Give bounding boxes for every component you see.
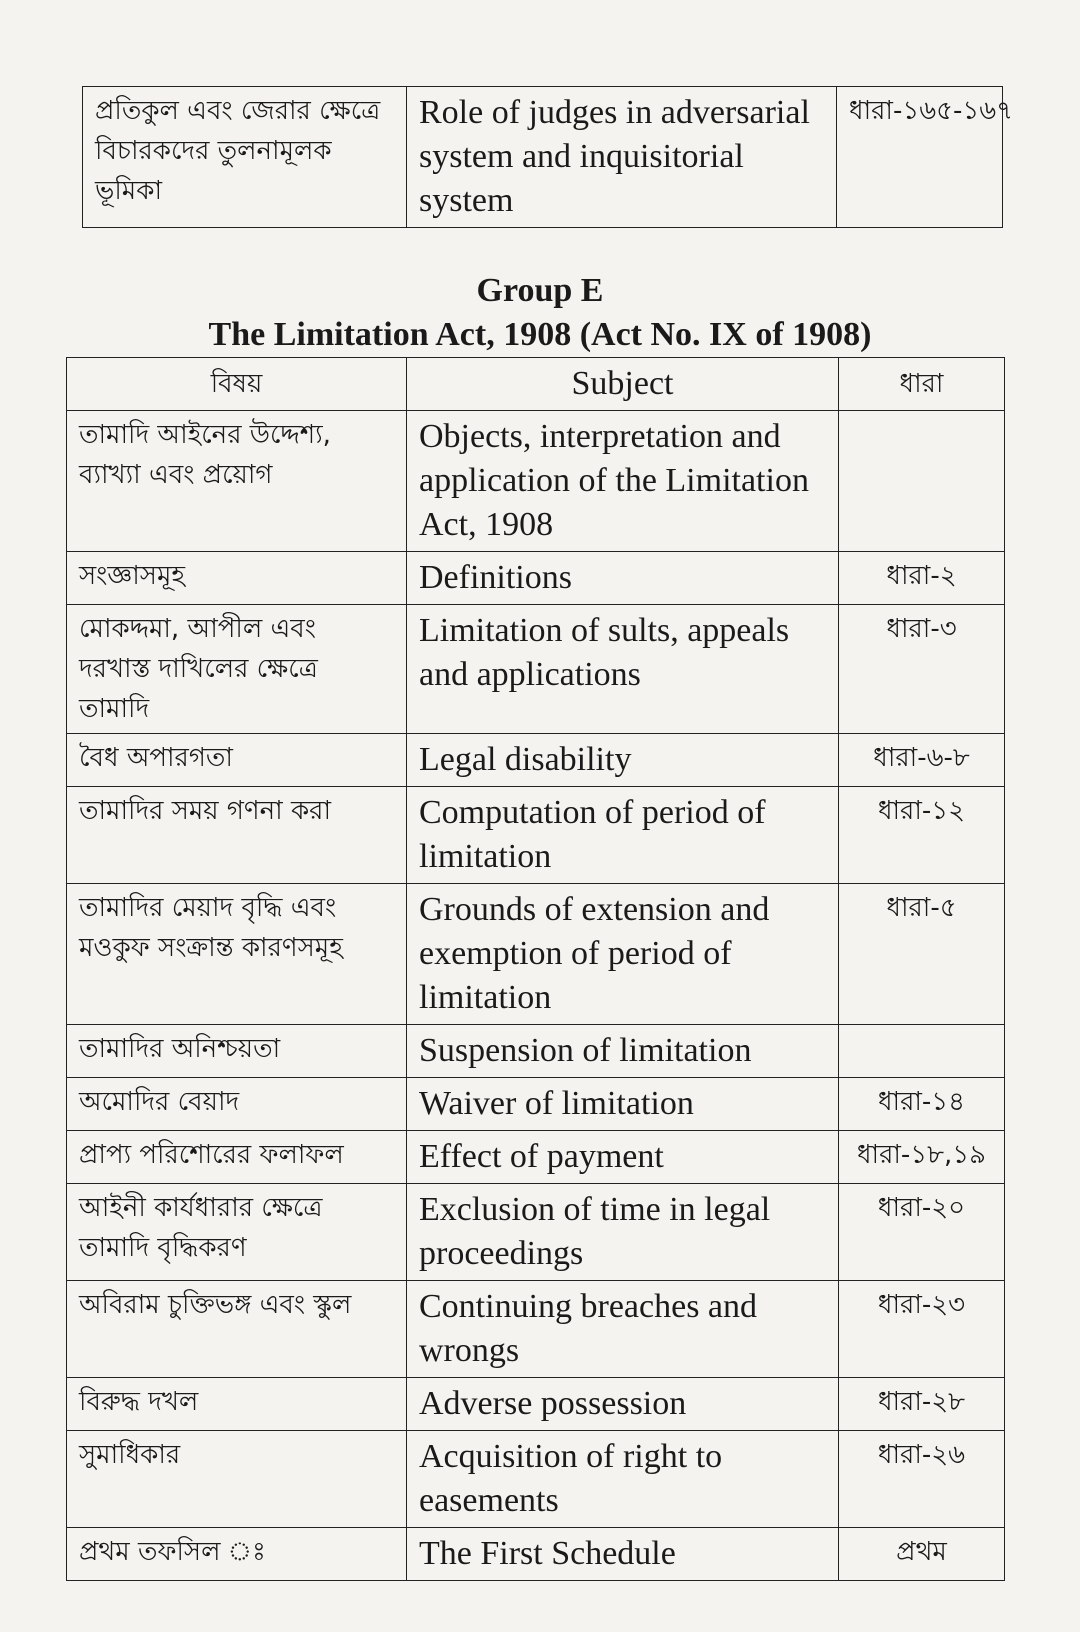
table-row bbox=[67, 1378, 1005, 1431]
english-cell: Role of judges in adversarial system and inquisitorial system bbox=[407, 87, 837, 228]
english-cell: The First Schedule bbox=[407, 1528, 839, 1581]
english-cell: Grounds of extension and exemption of period of limitation bbox=[407, 884, 839, 1025]
section-cell: ধারা-৩ bbox=[839, 605, 1005, 734]
table-row bbox=[67, 884, 1005, 1025]
section-cell: ধারা-২৬ bbox=[839, 1431, 1005, 1528]
top-table bbox=[82, 86, 1014, 228]
bengali-cell: সুমাধিকার bbox=[67, 1431, 407, 1528]
section-cell: ধারা-১২ bbox=[839, 787, 1005, 884]
section-cell: ধারা-১৬৫-১৬৭ bbox=[837, 87, 1003, 228]
bengali-cell: তামাদি আইনের উদ্দেশ্য, ব্যাখ্যা এবং প্রয়োগ bbox=[67, 411, 407, 552]
english-cell: Suspension of limitation bbox=[407, 1025, 839, 1078]
table-row bbox=[67, 1281, 1005, 1378]
bengali-cell: অমোদির বেয়াদ bbox=[67, 1078, 407, 1131]
bengali-cell: প্রতিকুল এবং জেরার ক্ষেত্রে বিচারকদের তুলনামূলক ভূমিকা bbox=[83, 87, 407, 228]
english-cell: Acquisition of right to easements bbox=[407, 1431, 839, 1528]
act-title: The Limitation Act, 1908 (Act No. IX of 1908) bbox=[208, 316, 872, 353]
bengali-cell: প্রথম তফসিল ঃ bbox=[67, 1528, 407, 1581]
bengali-cell: বিরুদ্ধ দখল bbox=[67, 1378, 407, 1431]
english-cell: Computation of period of limitation bbox=[407, 787, 839, 884]
english-cell: Exclusion of time in legal proceedings bbox=[407, 1184, 839, 1281]
section-cell: ধারা-২৮ bbox=[839, 1378, 1005, 1431]
limitation-act-table bbox=[66, 357, 1005, 1581]
section-cell bbox=[839, 411, 1005, 552]
header-section: ধারা bbox=[839, 358, 1005, 411]
table-row bbox=[67, 734, 1005, 787]
bengali-cell: বৈধ অপারগতা bbox=[67, 734, 407, 787]
bengali-cell: আইনী কার্যধারার ক্ষেত্রে তামাদি বৃদ্ধিকরণ bbox=[67, 1184, 407, 1281]
table-row bbox=[67, 1078, 1005, 1131]
section-cell: ধারা-৬-৮ bbox=[839, 734, 1005, 787]
section-cell: প্রথম bbox=[839, 1528, 1005, 1581]
table-row bbox=[83, 87, 1003, 228]
english-cell: Effect of payment bbox=[407, 1131, 839, 1184]
table-row bbox=[67, 1431, 1005, 1528]
english-cell: Waiver of limitation bbox=[407, 1078, 839, 1131]
table-row bbox=[67, 552, 1005, 605]
english-cell: Adverse possession bbox=[407, 1378, 839, 1431]
section-cell: ধারা-২০ bbox=[839, 1184, 1005, 1281]
section-cell: ধারা-১৮,১৯ bbox=[839, 1131, 1005, 1184]
table-row bbox=[67, 1131, 1005, 1184]
english-cell: Continuing breaches and wrongs bbox=[407, 1281, 839, 1378]
section-cell: ধারা-২ bbox=[839, 552, 1005, 605]
bengali-cell: সংজ্ঞাসমূহ bbox=[67, 552, 407, 605]
bengali-cell: তামাদির মেয়াদ বৃদ্ধি এবং মওকুফ সংক্রান্ত কারণসমূহ bbox=[67, 884, 407, 1025]
table-row bbox=[67, 411, 1005, 552]
table-row bbox=[67, 1184, 1005, 1281]
table-row bbox=[67, 605, 1005, 734]
english-cell: Definitions bbox=[407, 552, 839, 605]
english-cell: Limitation of sults, appeals and applications bbox=[407, 605, 839, 734]
bengali-cell: তামাদির সময় গণনা করা bbox=[67, 787, 407, 884]
bengali-cell: অবিরাম চুক্তিভঙ্গ এবং স্কুল bbox=[67, 1281, 407, 1378]
header-bengali: বিষয় bbox=[67, 358, 407, 411]
bengali-cell: প্রাপ্য পরিশোরের ফলাফল bbox=[67, 1131, 407, 1184]
table-row bbox=[67, 1528, 1005, 1581]
english-cell: Objects, interpretation and application of the Limitation Act, 1908 bbox=[407, 411, 839, 552]
bengali-cell: তামাদির অনিশ্চয়তা bbox=[67, 1025, 407, 1078]
header-english: Subject bbox=[407, 358, 839, 411]
section-cell bbox=[839, 1025, 1005, 1078]
group-title: Group E bbox=[476, 272, 604, 309]
table-row bbox=[67, 1025, 1005, 1078]
english-cell: Legal disability bbox=[407, 734, 839, 787]
table-row bbox=[67, 787, 1005, 884]
bengali-cell: মোকদ্দমা, আপীল এবং দরখাস্ত দাখিলের ক্ষেত্রে তামাদি bbox=[67, 605, 407, 734]
section-cell: ধারা-১৪ bbox=[839, 1078, 1005, 1131]
section-cell: ধারা-৫ bbox=[839, 884, 1005, 1025]
section-cell: ধারা-২৩ bbox=[839, 1281, 1005, 1378]
table-header-row bbox=[67, 358, 1005, 411]
